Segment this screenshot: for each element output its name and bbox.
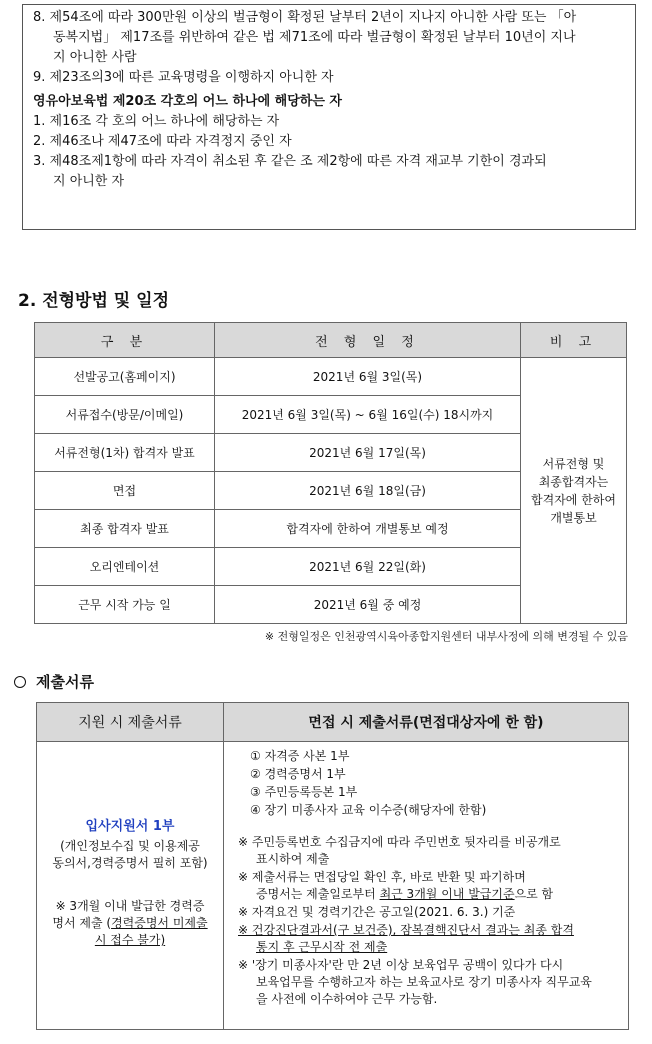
interview-doc-1 (250, 748, 349, 765)
schedule-date: 2021년 6월 3일(목) ~ 6월 16일(수) 18시까지 (215, 396, 521, 434)
interview-note-5-line3: 을 사전에 이수하여야 근무 가능함. (256, 992, 438, 1006)
criteria-item-3-line2: 지 아니한 자 (53, 174, 125, 189)
documents-header-row (37, 703, 629, 742)
criteria-box (22, 4, 636, 230)
num-2-icon: ② (250, 767, 261, 781)
num-4-icon: ④ (250, 803, 261, 817)
documents-heading-text: 제출서류 (36, 673, 94, 691)
schedule-date: 합격자에 한하여 개별통보 예정 (215, 510, 521, 548)
schedule-remark (521, 358, 627, 624)
section-title: 2. 전형방법 및 일정 (18, 291, 169, 311)
schedule-category: 서류전형(1차) 합격자 발표 (35, 434, 215, 472)
documents-interview-cell (224, 742, 629, 1030)
documents-body-row (37, 742, 629, 1030)
schedule-header-category: 구 분 (35, 323, 215, 358)
schedule-date: 2021년 6월 18일(금) (215, 472, 521, 510)
interview-doc-3 (250, 784, 357, 801)
schedule-header-date: 전 형 일 정 (215, 323, 521, 358)
application-note-2b: 경력증명서 미제출 (111, 916, 208, 930)
schedule-category: 면접 (35, 472, 215, 510)
criteria-item-8-line1: 8. 제54조에 따라 300만원 이상의 벌금형이 확정된 날부터 2년이 지나지 아니한 사람 또는 「아 (33, 10, 577, 25)
schedule-header-row (35, 323, 627, 358)
schedule-category: 서류접수(방문/이메일) (35, 396, 215, 434)
schedule-date: 2021년 6월 중 예정 (215, 586, 521, 624)
interview-note-4-line2: 통지 후 근무시작 전 제출 (256, 940, 388, 954)
schedule-date: 2021년 6월 3일(목) (215, 358, 521, 396)
documents-header-interview: 면접 시 제출서류(면접대상자에 한 함) (224, 703, 629, 742)
interview-note-5-line1: ※ '장기 미종사자'란 만 2년 이상 보육업무 공백이 있다가 다시 (238, 958, 564, 972)
schedule-remark-line: 합격자에 한하여 (531, 492, 616, 507)
interview-doc-2-text: 경력증명서 1부 (264, 767, 346, 781)
documents-heading (14, 671, 94, 692)
schedule-table (34, 322, 627, 624)
interview-note-3: ※ 자격요건 및 경력기간은 공고일(2021. 6. 3.) 기준 (238, 905, 516, 919)
interview-doc-2 (250, 766, 346, 783)
interview-note-2-line2b: 최근 3개월 이내 발급기준 (379, 887, 515, 901)
criteria-item-8-line2: 동복지법」 제17조를 위반하여 같은 법 제71조에 따라 벌금형이 확정된 날부터 10년이 지나 (53, 30, 576, 45)
criteria-heading: 영유아보육법 제20조 각호의 어느 하나에 해당하는 자 (33, 94, 342, 109)
criteria-item-2: 2. 제46조나 제47조에 따라 자격정지 중인 자 (33, 134, 292, 149)
schedule-date: 2021년 6월 17일(목) (215, 434, 521, 472)
interview-doc-1-text: 자격증 사본 1부 (264, 749, 350, 763)
application-note-3-text: 시 접수 불가) (94, 933, 166, 947)
interview-note-2-line2c: 으로 함 (514, 887, 554, 901)
documents-table (36, 702, 629, 1030)
application-form-label: 입사지원서 1부 (85, 819, 175, 834)
documents-header-apply: 지원 시 제출서류 (37, 703, 224, 742)
documents-apply-cell (37, 742, 224, 1030)
application-form-sub-2: 동의서,경력증명서 필히 포함) (52, 856, 208, 870)
schedule-remark-line: 개별통보 (550, 510, 597, 525)
schedule-category: 오리엔테이션 (35, 548, 215, 586)
criteria-item-8-line3: 지 아니한 사람 (53, 50, 137, 65)
num-3-icon: ③ (250, 785, 261, 799)
schedule-remark-line: 서류전형 및 (542, 456, 605, 471)
application-note-2 (37, 915, 223, 932)
application-note-3 (37, 932, 223, 949)
schedule-footnote: ※ 전형일정은 인천광역시육아종합지원센터 내부사정에 의해 변경될 수 있음 (264, 630, 628, 643)
interview-note-1-line1: ※ 주민등록번호 수집금지에 따라 주민번호 뒷자리를 비공개로 (238, 835, 561, 849)
num-1-icon: ① (250, 749, 261, 763)
application-note-1: ※ 3개월 이내 발급한 경력증 (55, 899, 205, 913)
application-form-sub-1: (개인정보수집 및 이용제공 (60, 839, 200, 853)
interview-doc-4 (250, 802, 486, 819)
schedule-category: 선발공고(홈페이지) (35, 358, 215, 396)
criteria-item-1: 1. 제16조 각 호의 어느 하나에 해당하는 자 (33, 114, 280, 129)
schedule-remark-line: 최종합격자는 (538, 474, 609, 489)
criteria-item-3-line1: 3. 제48조제1항에 따라 자격이 취소된 후 같은 조 제2항에 따른 자격 재교부 기한이 경과되 (33, 154, 547, 169)
interview-note-1-line2: 표시하여 제출 (256, 852, 330, 866)
interview-note-4-line1: ※ 건강진단결과서(구 보건증), 잠복결핵진단서 결과는 최종 합격 (238, 923, 574, 937)
interview-note-2-line2a: 증명서는 제출일로부터 (256, 887, 380, 901)
criteria-item-9: 9. 제23조의3에 따른 교육명령을 이행하지 아니한 자 (33, 70, 334, 85)
interview-note-2-line2 (256, 886, 553, 903)
interview-note-2-line1: ※ 제출서류는 면접당일 확인 후, 바로 반환 및 파기하며 (238, 870, 526, 884)
schedule-header-remark: 비 고 (521, 323, 627, 358)
circle-bullet-icon (14, 676, 26, 688)
interview-note-5-line2: 보육업무를 수행하고자 하는 보육교사로 장기 미종사자 직무교육 (256, 975, 592, 989)
interview-doc-4-text: 장기 미종사자 교육 이수증(해당자에 한함) (264, 803, 487, 817)
schedule-category: 근무 시작 가능 일 (35, 586, 215, 624)
schedule-date: 2021년 6월 22일(화) (215, 548, 521, 586)
table-row (35, 358, 627, 396)
application-note-2a: 명서 제출 ( (52, 916, 112, 930)
interview-doc-3-text: 주민등록등본 1부 (264, 785, 358, 799)
schedule-category: 최종 합격자 발표 (35, 510, 215, 548)
